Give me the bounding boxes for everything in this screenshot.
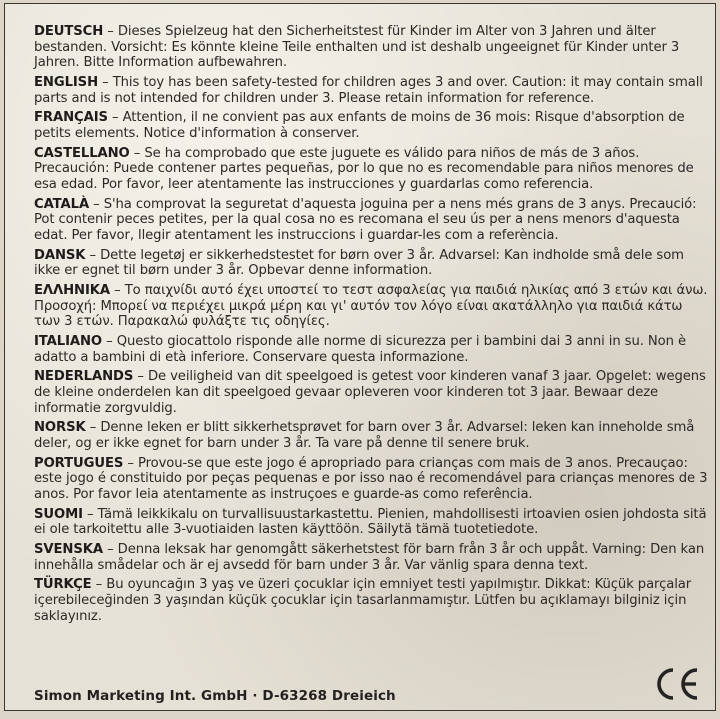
separator: – <box>93 196 100 212</box>
warning-text: Se ha comprobado que este juguete es válido para niños de más de 3 años. Precaución: Puede contener partes pequeñas, por lo que no es recomendable para niños menores de esa edad. Por favor, leer atentamente las instrucciones y guardarlas como referencia. <box>34 145 694 192</box>
entry-suomi <box>34 507 710 538</box>
warning-text: Denna leksak har genomgått säkerhetstest för barn från 3 år och uppåt. Varning: Den kan innehålla smådelar och är ej avsedd för barn under 3 år. Var vänlig spara denna text. <box>34 542 705 573</box>
entry-catala <box>34 197 710 244</box>
entry-nederlands <box>34 369 710 416</box>
language-label: SUOMI <box>34 506 83 522</box>
warning-text: Tämä leikkikalu on turvallisuustarkastettu. Pienien, mahdollisesti irtoavien osien johdosta sitä ei ole tarkoitettu alle 3-vuotiaiden lasten käyttöön. Säilytä tämä tuotetiedote. <box>34 506 707 538</box>
warning-text: Questo giocattolo risponde alle norme di sicurezza per i bambini dai 3 anni in su. Non è adatto a bambini di età inferiore. Conservare questa informazione. <box>34 334 686 365</box>
separator: – <box>95 577 103 593</box>
entry-castellano <box>34 146 710 193</box>
warning-text: This toy has been safety-tested for children ages 3 and over. Caution: it may contain small parts and is not intended for children under 3. Please retain information for reference. <box>34 74 703 106</box>
separator: – <box>87 506 94 522</box>
entry-italiano <box>34 334 710 365</box>
warning-text: De veiligheid van dit speelgoed is getest voor kinderen vanaf 3 jaar. Opgelet: wegens de kleine onderdelen kan dit speelgoed gevaar opleveren voor kinderen tot 3 jaar. Bewaar deze informatie zorgvuldig. <box>34 369 706 416</box>
warning-text: Dieses Spielzeug hat den Sicherheitstest für Kinder im Alter von 3 Jahren und älter bestanden. Vorsicht: Es könnte kleine Teile enthalten und ist deshalb ungeeignet für Kinder unter 3 Jahren. Bitte Information aufbewahren. <box>34 24 680 71</box>
entry-svenska <box>34 542 710 573</box>
separator: – <box>112 110 119 126</box>
separator: – <box>127 455 134 471</box>
language-label: ITALIANO <box>34 334 103 349</box>
warning-text: Provou-se que este jogo é apropriado para crianças com mais de 3 anos. Precauçao: este jogo é constituido por peças pequenas e por isso nao é recomendável para crianças menores de 3 anos. Por favor leia atentamente as instruçoes e guarde-as como referência. <box>34 455 708 502</box>
separator: – <box>137 369 144 385</box>
entry-dansk <box>34 248 710 279</box>
language-label: ΕΛΛΗΝΙΚΑ <box>34 283 111 299</box>
separator: – <box>102 74 109 90</box>
language-label: ENGLISH <box>34 74 99 90</box>
language-label: TÜRKÇE <box>34 577 92 593</box>
warning-text: Bu oyuncağın 3 yaş ve üzeri çocuklar için emniyet testi yapılmıştır. Dikkat: Küçük parçalar içerebileceğinden 3 yaşından küçük çocuklar için tasarlanmamıştır. Lütfen bu açıklamayı bilginiz için saklayınız. <box>34 577 692 624</box>
language-label: CASTELLANO <box>34 145 130 161</box>
warning-text: Denne leken er blitt sikkerhetsprøvet for barn over 3 år. Advarsel: leken kan inneholde små deler, og er ikke egnet for barn under 3 år. Ta vare på denne til senere bruk. <box>34 420 695 451</box>
separator: – <box>133 145 141 161</box>
entry-turkce <box>34 577 710 624</box>
entry-english <box>34 75 710 106</box>
language-label: DANSK <box>34 247 86 263</box>
warning-text: Attention, il ne convient pas aux enfants de moins de 36 mois: Risque d'absorption de petits elements. Notice d'information à conserver. <box>34 110 685 141</box>
entry-portugues <box>34 456 710 503</box>
entry-francais <box>34 110 710 141</box>
warning-text: Dette legetøj er sikkerhedstestet for børn over 3 år. Advarsel: Kan indholde små dele som ikke er egnet til børn under 3 år. Opbevar denne information. <box>34 247 684 279</box>
separator: – <box>106 334 113 349</box>
warning-leaflet <box>4 3 716 711</box>
language-label: NEDERLANDS <box>34 369 134 385</box>
language-label: DEUTSCH <box>34 24 104 39</box>
language-label: SVENSKA <box>34 542 103 558</box>
language-entries <box>34 24 710 628</box>
separator: – <box>114 283 121 299</box>
separator: – <box>89 420 97 436</box>
warning-text: Το παιχνίδι αυτό έχει υποστεί το τεστ ασφαλείας για παιδιά ηλικίας από 3 ετών και άνω. Προσοχή: Μπορεί να περιέχει μικρά μέρη και γι' αυτόν τον λόγο είναι ακατάλληλο για παιδιά κάτω των 3 ετών. Παρακαλώ φυλάξτε τις οδηγίες. <box>34 283 708 330</box>
manufacturer-address: Simon Marketing Int. GmbH · D-63268 Dreieich <box>34 688 396 704</box>
entry-ellinika <box>34 283 710 330</box>
separator: – <box>89 247 97 263</box>
language-label: NORSK <box>34 420 86 436</box>
separator: – <box>107 24 114 39</box>
ce-mark-icon <box>651 664 703 704</box>
language-label: CATALÀ <box>34 196 90 212</box>
language-label: FRANÇAIS <box>34 110 108 126</box>
entry-norsk <box>34 420 710 451</box>
entry-deutsch <box>34 24 710 71</box>
language-label: PORTUGUES <box>34 455 124 471</box>
warning-text: S'ha comprovat la seguretat d'aquesta joguina per a nens més grans de 3 anys. Precaució: Pot contenir peces petites, per la qual cosa no es recomana el seu ús per a nens menors d'aquesta edat. Per favor, llegir atentament les instruccions i guardar-les com a referència. <box>34 196 697 243</box>
separator: – <box>107 542 114 558</box>
